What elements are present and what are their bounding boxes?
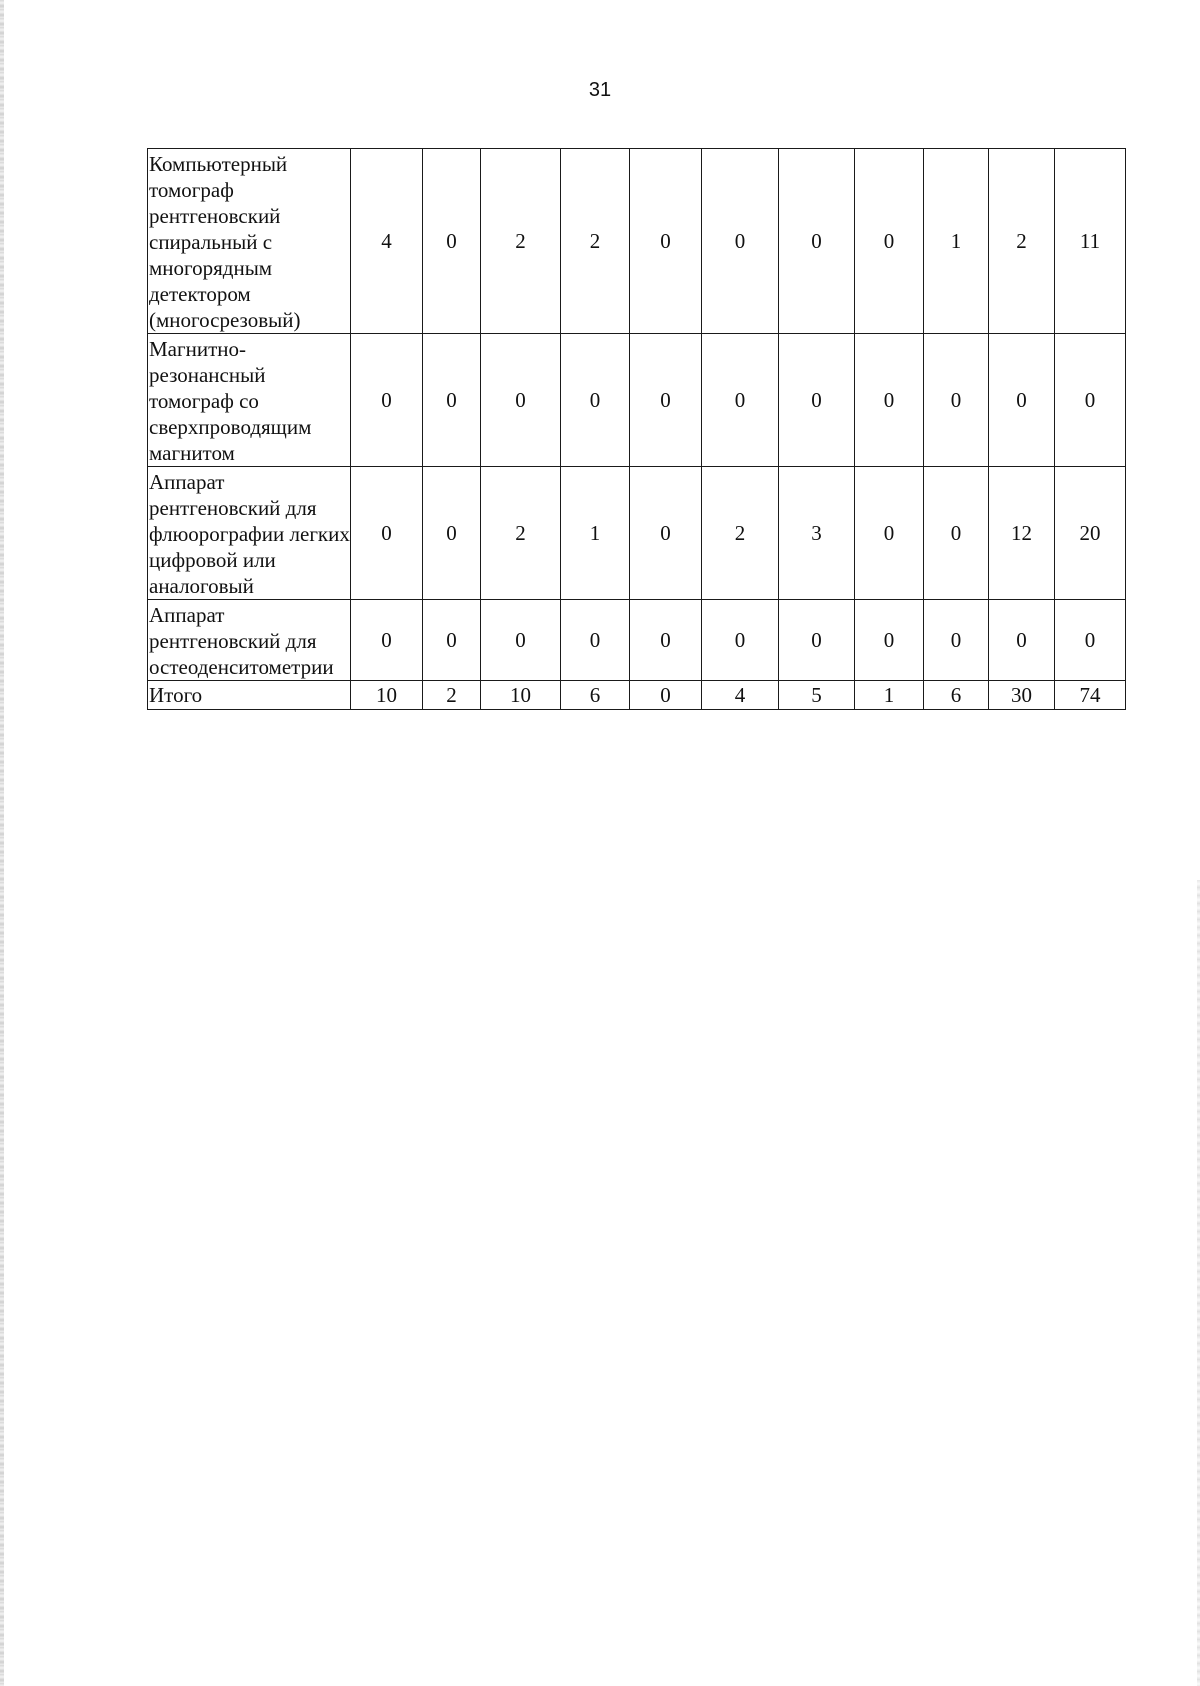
value-cell: 4	[351, 149, 423, 334]
scan-edge-left	[0, 0, 4, 1686]
value-cell: 0	[561, 334, 630, 467]
total-value-cell: 5	[779, 681, 855, 710]
value-cell: 0	[702, 149, 779, 334]
row-total-cell: 0	[1055, 334, 1126, 467]
row-total-cell: 20	[1055, 467, 1126, 600]
equipment-name-cell: Аппарат рентгеновский для остеоденситометрии	[148, 600, 351, 681]
value-cell: 0	[630, 600, 702, 681]
value-cell: 2	[989, 149, 1055, 334]
equipment-table	[147, 148, 1126, 710]
value-cell: 0	[989, 334, 1055, 467]
value-cell: 2	[561, 149, 630, 334]
equipment-name-cell: Магнитно-резонансный томограф со сверхпроводящим магнитом	[148, 334, 351, 467]
value-cell: 0	[855, 600, 924, 681]
total-value-cell: 0	[630, 681, 702, 710]
table-row	[148, 149, 1126, 334]
table-row	[148, 467, 1126, 600]
value-cell: 0	[351, 600, 423, 681]
value-cell: 0	[423, 467, 481, 600]
value-cell: 0	[855, 149, 924, 334]
value-cell: 0	[423, 149, 481, 334]
total-row	[148, 681, 1126, 710]
table-row	[148, 600, 1126, 681]
total-value-cell: 1	[855, 681, 924, 710]
value-cell: 0	[924, 467, 989, 600]
value-cell: 0	[779, 334, 855, 467]
value-cell: 0	[989, 600, 1055, 681]
value-cell: 2	[481, 467, 561, 600]
equipment-name-cell: Аппарат рентгеновский для флюорографии легких цифровой или аналоговый	[148, 467, 351, 600]
total-value-cell: 10	[351, 681, 423, 710]
value-cell: 0	[702, 334, 779, 467]
grand-total-cell: 74	[1055, 681, 1126, 710]
value-cell: 0	[924, 600, 989, 681]
value-cell: 0	[855, 334, 924, 467]
row-total-cell: 0	[1055, 600, 1126, 681]
value-cell: 0	[423, 600, 481, 681]
total-value-cell: 30	[989, 681, 1055, 710]
total-value-cell: 2	[423, 681, 481, 710]
value-cell: 0	[779, 600, 855, 681]
value-cell: 2	[702, 467, 779, 600]
total-value-cell: 6	[561, 681, 630, 710]
value-cell: 0	[481, 334, 561, 467]
value-cell: 0	[351, 334, 423, 467]
value-cell: 0	[779, 149, 855, 334]
value-cell: 0	[423, 334, 481, 467]
value-cell: 0	[481, 600, 561, 681]
value-cell: 0	[855, 467, 924, 600]
value-cell: 0	[630, 467, 702, 600]
value-cell: 0	[351, 467, 423, 600]
value-cell: 0	[561, 600, 630, 681]
equipment-name-cell: Компьютерный томограф рентгеновский спиральный с многорядным детектором (многосрезовый)	[148, 149, 351, 334]
total-value-cell: 6	[924, 681, 989, 710]
total-label: Итого	[148, 681, 351, 710]
value-cell: 0	[924, 334, 989, 467]
value-cell: 2	[481, 149, 561, 334]
table-row	[148, 334, 1126, 467]
value-cell: 1	[561, 467, 630, 600]
value-cell: 0	[630, 149, 702, 334]
value-cell: 3	[779, 467, 855, 600]
value-cell: 0	[702, 600, 779, 681]
total-value-cell: 4	[702, 681, 779, 710]
table-body	[148, 149, 1126, 710]
value-cell: 1	[924, 149, 989, 334]
value-cell: 12	[989, 467, 1055, 600]
page-number: 31	[588, 79, 612, 101]
row-total-cell: 11	[1055, 149, 1126, 334]
total-value-cell: 10	[481, 681, 561, 710]
value-cell: 0	[630, 334, 702, 467]
